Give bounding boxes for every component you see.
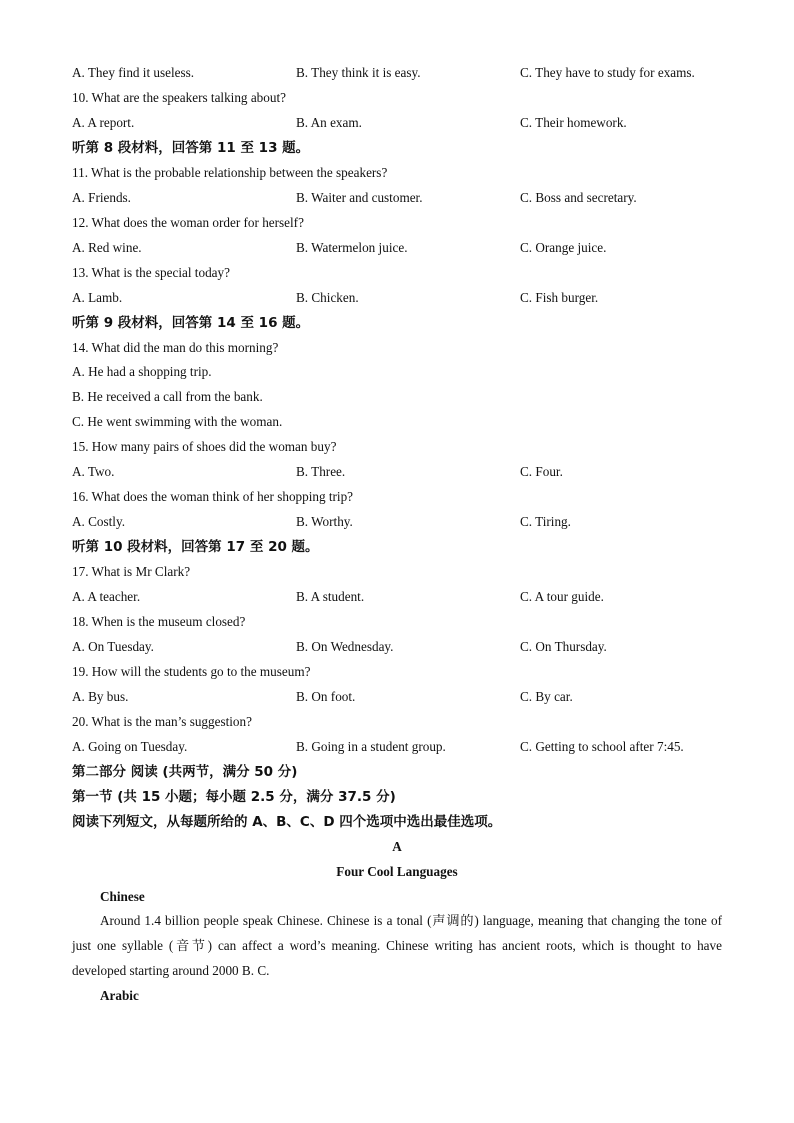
q15-question: 15. How many pairs of shoes did the woman buy? xyxy=(72,439,337,454)
q12-option-b: B. Watermelon juice. xyxy=(296,240,408,255)
q12-option-c: C. Orange juice. xyxy=(520,240,607,255)
q19-option-b: B. On foot. xyxy=(296,689,356,704)
q16-options xyxy=(72,513,722,531)
section10-header: 听第 10 段材料，回答第 17 至 20 题。 xyxy=(72,539,319,555)
part2-header: 第二部分 阅读 (共两节，满分 50 分) xyxy=(72,764,298,780)
section8-header: 听第 8 段材料，回答第 11 至 13 题。 xyxy=(72,140,310,156)
q17-options xyxy=(72,588,722,606)
q11-option-a: A. Friends. xyxy=(72,190,131,205)
q16-option-c: C. Tiring. xyxy=(520,514,571,529)
q12-question: 12. What does the woman order for herself? xyxy=(72,215,304,230)
q9-option-a: A. They find it useless. xyxy=(72,65,195,80)
q19-options xyxy=(72,688,722,706)
q20-options xyxy=(72,738,722,756)
q18-option-c: C. On Thursday. xyxy=(520,639,607,654)
q14-option-b: B. He received a call from the bank. xyxy=(72,389,263,404)
q20-option-b: B. Going in a student group. xyxy=(296,739,446,754)
q9-option-c: C. They have to study for exams. xyxy=(520,65,695,80)
q13-options xyxy=(72,289,722,307)
q10-question: 10. What are the speakers talking about? xyxy=(72,90,286,105)
q17-option-a: A. A teacher. xyxy=(72,589,141,604)
q10-options xyxy=(72,114,722,132)
subheading-chinese: Chinese xyxy=(100,889,145,904)
reading-instructions: 阅读下列短文，从每题所给的 A、B、C、D 四个选项中选出最佳选项。 xyxy=(72,814,502,830)
q15-option-a: A. Two. xyxy=(72,464,115,479)
section9-header: 听第 9 段材料，回答第 14 至 16 题。 xyxy=(72,315,310,331)
q13-question: 13. What is the special today? xyxy=(72,265,230,280)
q18-option-b: B. On Wednesday. xyxy=(296,639,394,654)
q16-question: 16. What does the woman think of her shopping trip? xyxy=(72,489,354,504)
q20-question: 20. What is the man’s suggestion? xyxy=(72,714,252,729)
section1-header: 第一节 (共 15 小题；每小题 2.5 分，满分 37.5 分) xyxy=(72,789,396,805)
q11-option-c: C. Boss and secretary. xyxy=(520,190,637,205)
q14-option-a: A. He had a shopping trip. xyxy=(72,364,212,379)
q18-option-a: A. On Tuesday. xyxy=(72,639,154,654)
q15-option-b: B. Three. xyxy=(296,464,346,479)
q12-option-a: A. Red wine. xyxy=(72,240,142,255)
q9-option-b: B. They think it is easy. xyxy=(296,65,421,80)
q11-option-b: B. Waiter and customer. xyxy=(296,190,423,205)
q12-options xyxy=(72,239,722,257)
q17-question: 17. What is Mr Clark? xyxy=(72,564,191,579)
q15-option-c: C. Four. xyxy=(520,464,563,479)
q18-options xyxy=(72,638,722,656)
q17-option-c: C. A tour guide. xyxy=(520,589,604,604)
q14-question: 14. What did the man do this morning? xyxy=(72,340,279,355)
q10-option-a: A. A report. xyxy=(72,115,135,130)
paragraph-chinese: Around 1.4 billion people speak Chinese. Chinese is a tonal (声调的) language, meaning that changing the tone of just one syllable (音节) can affect a word’s meaning. Chinese writing has ancient roots, which is thought to have developed starting around 2000 B. C. xyxy=(72,913,722,978)
q10-option-b: B. An exam. xyxy=(296,115,362,130)
q10-option-c: C. Their homework. xyxy=(520,115,627,130)
q17-option-b: B. A student. xyxy=(296,589,365,604)
q9-options xyxy=(72,64,722,82)
q15-options xyxy=(72,463,722,481)
q13-option-b: B. Chicken. xyxy=(296,290,359,305)
subheading-arabic: Arabic xyxy=(100,988,139,1003)
q11-options xyxy=(72,189,722,207)
passage-title: Four Cool Languages xyxy=(336,864,458,879)
q13-option-c: C. Fish burger. xyxy=(520,290,599,305)
q14-option-c: C. He went swimming with the woman. xyxy=(72,414,283,429)
q18-question: 18. When is the museum closed? xyxy=(72,614,246,629)
q19-option-a: A. By bus. xyxy=(72,689,129,704)
q16-option-b: B. Worthy. xyxy=(296,514,353,529)
passage-letter: A xyxy=(392,839,402,854)
q19-option-c: C. By car. xyxy=(520,689,573,704)
q20-option-a: A. Going on Tuesday. xyxy=(72,739,188,754)
q11-question: 11. What is the probable relationship between the speakers? xyxy=(72,165,388,180)
q16-option-a: A. Costly. xyxy=(72,514,126,529)
q20-option-c: C. Getting to school after 7:45. xyxy=(520,739,684,754)
q13-option-a: A. Lamb. xyxy=(72,290,123,305)
q19-question: 19. How will the students go to the museum? xyxy=(72,664,311,679)
